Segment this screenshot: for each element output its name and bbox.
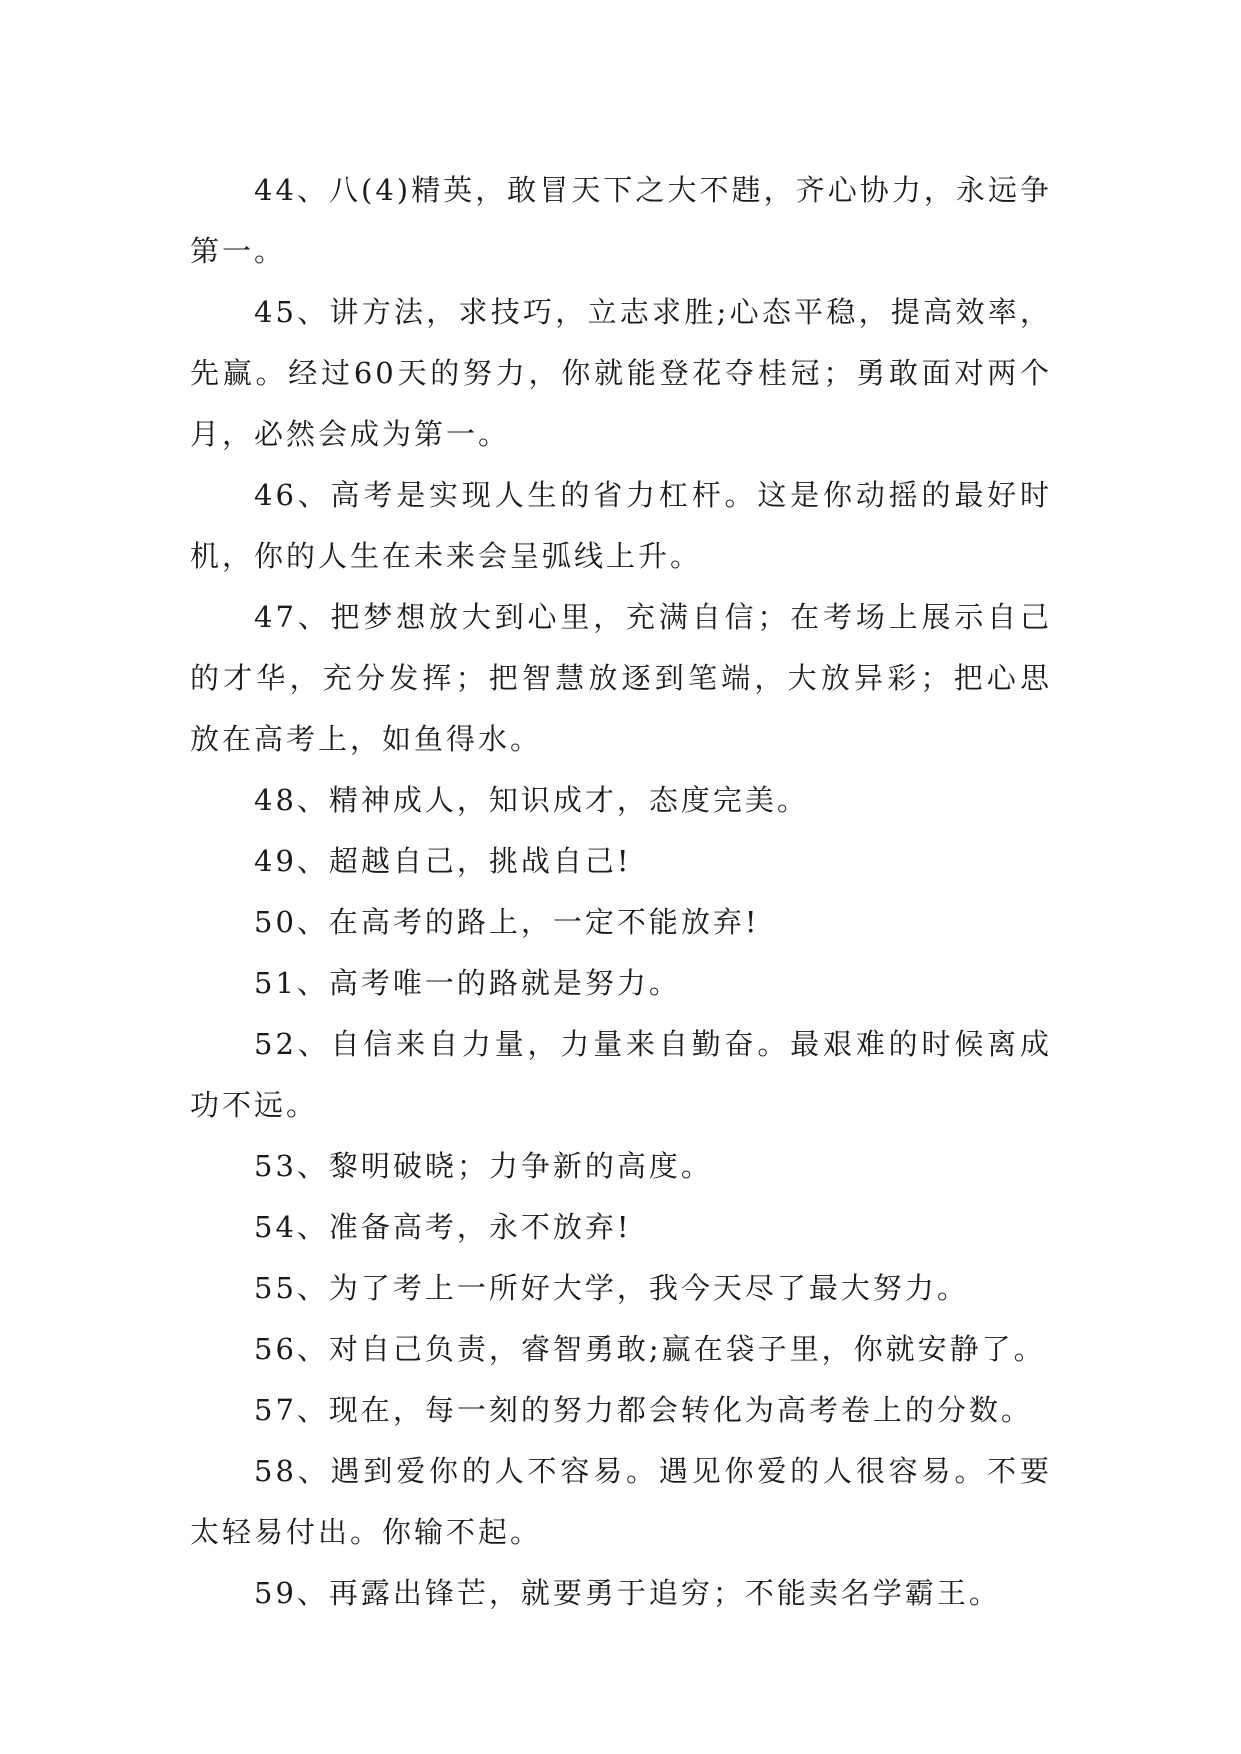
paragraph-50: 50、在高考的路上，一定不能放弃! (254, 905, 760, 939)
paragraph-51: 51、高考唯一的路就是努力。 (254, 966, 681, 1000)
paragraph-53: 53、黎明破晓；力争新的高度。 (254, 1149, 713, 1183)
paragraph-58: 58、遇到爱你的人不容易。遇见你爱的人很容易。不要太轻易付出。你输不起。 (190, 1454, 1052, 1549)
paragraph-45: 45、讲方法，求技巧，立志求胜;心态平稳，提高效率，先赢。经过60天的努力，你就能登花夺桂冠；勇敢面对两个月，必然会成为第一。 (190, 295, 1052, 451)
paragraph-57: 57、现在，每一刻的努力都会转化为高考卷上的分数。 (254, 1393, 1033, 1427)
paragraph-48: 48、精神成人，知识成才，态度完美。 (254, 783, 809, 817)
paragraph-52: 52、自信来自力量，力量来自勤奋。最艰难的时候离成功不远。 (190, 1027, 1052, 1122)
paragraph-54: 54、准备高考，永不放弃! (254, 1210, 632, 1244)
paragraph-55: 55、为了考上一所好大学，我今天尽了最大努力。 (254, 1271, 969, 1305)
paragraph-49: 49、超越自己，挑战自己! (254, 844, 632, 878)
document-body (190, 160, 1052, 1624)
paragraph-56: 56、对自己负责，睿智勇敢;赢在袋子里，你就安静了。 (254, 1332, 1046, 1366)
paragraph-47: 47、把梦想放大到心里，充满自信；在考场上展示自己的才华，充分发挥；把智慧放逐到笔端，大放异彩；把心思放在高考上，如鱼得水。 (190, 600, 1052, 756)
paragraph-59: 59、再露出锋芒，就要勇于追穷；不能卖名学霸王。 (254, 1576, 1001, 1610)
paragraph-44: 44、八(4)精英，敢冒天下之大不韪，齐心协力，永远争第一。 (190, 173, 1052, 268)
paragraph-46: 46、高考是实现人生的省力杠杆。这是你动摇的最好时机，你的人生在未来会呈弧线上升。 (190, 478, 1052, 573)
